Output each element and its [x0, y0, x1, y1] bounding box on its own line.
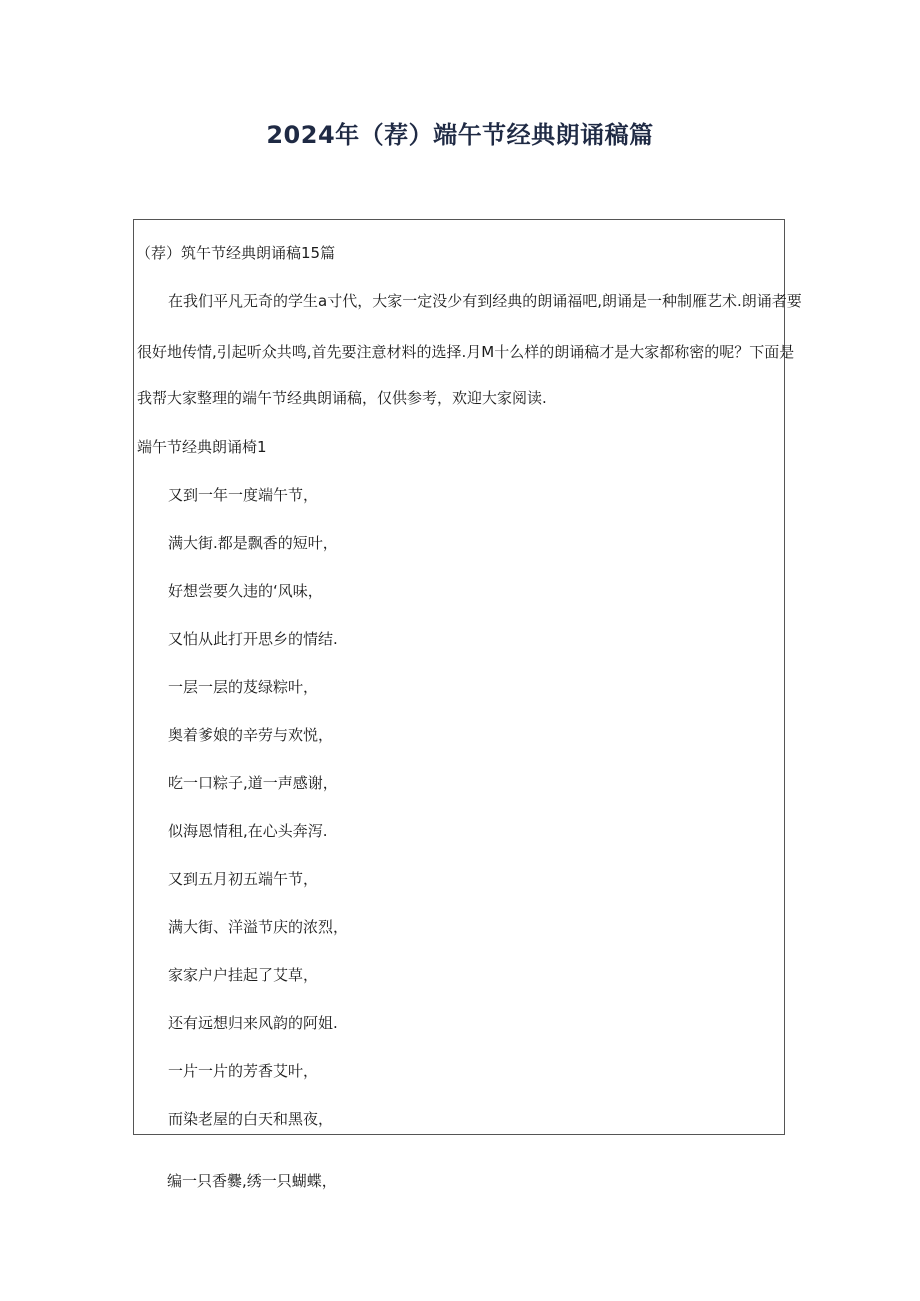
poem-line: 家家户户挂起了艾草，	[168, 966, 319, 984]
poem-line: 又到一年一度端午节，	[168, 486, 319, 504]
poem-line: 好想尝要久违的‘风味，	[168, 582, 323, 600]
intro-line-2: 很好地传情,引起听众共鸣,首先要注意材料的选择.月M十么样的朗诵稿才是大家都称密的呢？下面是	[137, 343, 795, 361]
content-box	[133, 219, 802, 1135]
poem-line: 满大街、洋溢节庆的浓烈，	[168, 918, 349, 936]
poem-line: 而染老屋的白天和黑夜，	[168, 1110, 334, 1128]
poem-line: 又怕从此打开思乡的情结.	[168, 630, 338, 648]
poem-line-after-box: 编一只香爨,绣一只蝴蝶，	[167, 1172, 337, 1190]
poem-line: 满大街.都是飘香的短叶，	[168, 534, 338, 552]
poem-line: 奥着爹娘的辛劳与欢悦，	[168, 726, 334, 744]
poem-line: 又到五月初五端午节，	[168, 870, 319, 888]
poem-line: 一层一层的芨绿粽叶，	[168, 678, 319, 696]
box-heading: （荐）筑午节经典朗诵稿15篇	[136, 244, 336, 262]
poem-line: 一片一片的芳香艾叶，	[168, 1062, 319, 1080]
intro-line-3: 我帮大家整理的端午节经典朗诵稿，仅供参考，欢迎大家阅读.	[137, 389, 547, 407]
poem-line: 似海恩情租,在心头奔泻.	[168, 822, 328, 840]
poem-line: 吃一口粽子,道一声感谢，	[168, 774, 338, 792]
intro-line-1: 在我们平凡无奇的学生a寸代，大家一定没少有到经典的朗诵福吧,朗诵是一种制雁艺术.朗诵者要	[168, 292, 802, 310]
section-heading: 端午节经典朗诵椅1	[137, 438, 267, 456]
document-title: 2024年（荐）端午节经典朗诵稿篇	[266, 121, 654, 149]
poem-line: 还有远想归来风韵的阿姐.	[168, 1014, 338, 1032]
